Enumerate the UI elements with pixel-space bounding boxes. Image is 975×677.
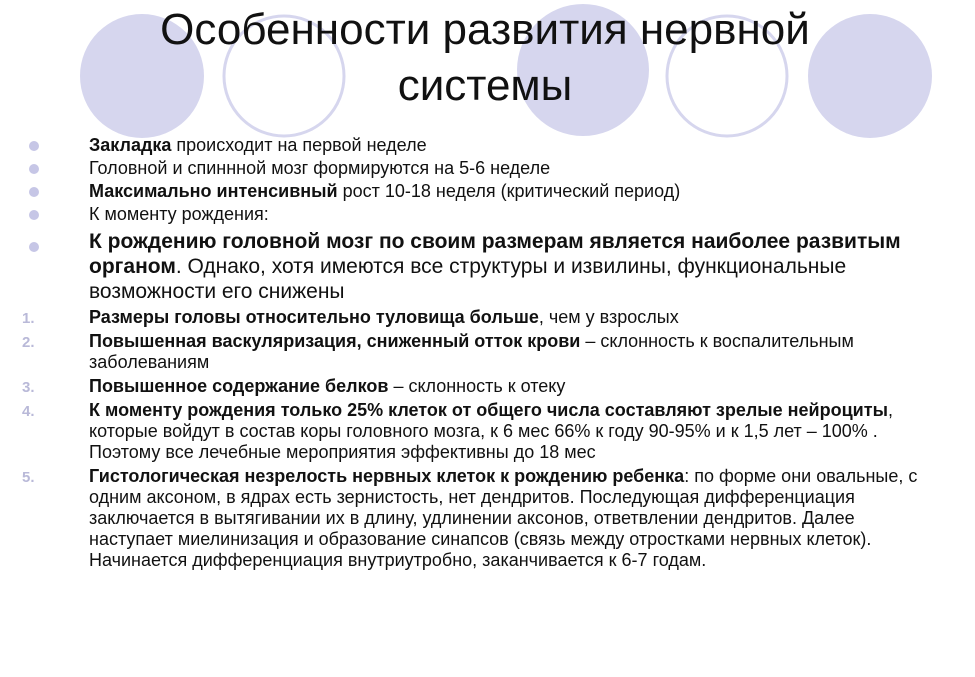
bullet-bold-text: Закладка xyxy=(89,135,172,155)
bullet-text: рост 10-18 неделя (критический период) xyxy=(337,181,681,201)
item-number: 4. xyxy=(22,403,35,420)
item-number: 5. xyxy=(22,469,35,486)
bullet-dot xyxy=(22,180,39,203)
numbered-item xyxy=(22,307,922,328)
numbered-bold-text: К моменту рождения только 25% клеток от общего числа составляют зрелые нейроциты xyxy=(89,400,888,420)
numbered-text: , чем у взрослых xyxy=(538,307,679,327)
bullet-text: происходит на первой неделе xyxy=(171,135,427,155)
numbered-text: – склонность к воспалительным заболеваниям xyxy=(89,331,854,372)
numbered-text: : по форме они овальные, с одним аксоном, в ядрах есть зернистость, нет дендритов. Последующая дифференциация заключается в вытягивании их в длину, удлинении аксонов, ответвлении дендритов. Далее наступает миелинизация и образование синапсов (связь между отростками нервных клеток). Начинается дифференциация внутриутробно, заканчивается к 6-7 годам. xyxy=(89,466,918,570)
numbered-item xyxy=(22,466,922,571)
bullet-text: Головной и спиннной мозг формируются на 5-6 неделе xyxy=(89,158,551,178)
bullet-item-emphasis xyxy=(22,229,922,304)
bullet-item xyxy=(22,180,922,203)
numbered-bold-text: Гистологическая незрелость нервных клеток к рождению ребенка xyxy=(89,466,685,486)
bullet-dot xyxy=(22,203,39,226)
item-number: 1. xyxy=(22,310,35,327)
numbered-bold-text: Размеры головы относительно туловища больше xyxy=(89,307,539,327)
numbered-item xyxy=(22,400,922,463)
numbered-bold-text: Повышенная васкуляризация, сниженный отток крови xyxy=(89,331,581,351)
bullet-text: . Однако, хотя имеются все структуры и извилины, функциональные возможности его снижены xyxy=(89,255,847,303)
bullet-dot xyxy=(22,233,39,258)
numbered-bold-text: Повышенное содержание белков xyxy=(89,376,389,396)
bullet-bold-text: К рождению головной мозг по своим размерам является наиболее развитым органом xyxy=(89,230,901,278)
bullet-dot xyxy=(22,157,39,180)
bullet-dot xyxy=(22,134,39,157)
numbered-item xyxy=(22,376,922,397)
numbered-item xyxy=(22,331,922,373)
bullet-text: К моменту рождения: xyxy=(89,204,269,224)
bullet-item xyxy=(22,134,922,157)
bullet-item xyxy=(22,203,922,226)
content-list xyxy=(22,134,922,571)
item-number: 2. xyxy=(22,334,35,351)
numbered-text: , которые войдут в состав коры головного мозга, к 6 мес 66% к году 90-95% и к 1,5 лет – 100% . Поэтому все лечебные мероприятия эффективны до 18 мес xyxy=(89,400,893,462)
numbered-text: – склонность к отеку xyxy=(388,376,566,396)
bullet-item xyxy=(22,157,922,180)
item-number: 3. xyxy=(22,379,35,396)
slide-title: Особенности развития нервной системы xyxy=(160,5,810,110)
bullet-bold-text: Максимально интенсивный xyxy=(89,181,338,201)
